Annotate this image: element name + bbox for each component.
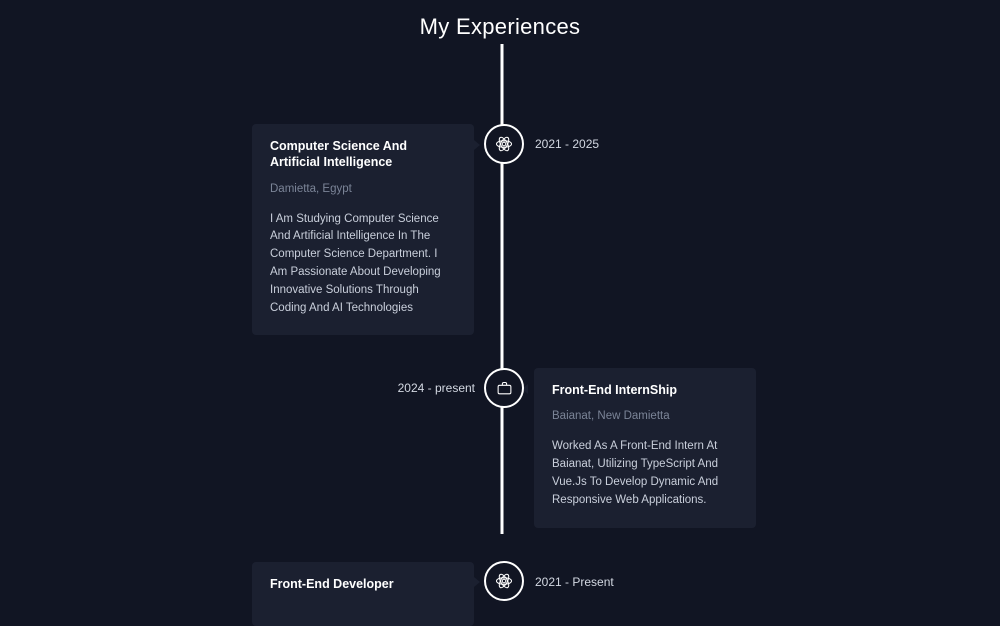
timeline-card[interactable] (252, 124, 474, 335)
page-title: My Experiences (419, 14, 581, 39)
timeline-date: 2021 - Present (535, 575, 614, 589)
timeline-card-title: Front-End InternShip (552, 383, 677, 397)
card-pointer (474, 577, 480, 587)
timeline-date: 2021 - 2025 (535, 137, 600, 151)
atom-icon (495, 572, 513, 590)
timeline-spine (501, 44, 504, 534)
timeline-card[interactable] (252, 562, 474, 626)
timeline-card-subtitle: Baianat, New Damietta (552, 410, 670, 423)
timeline-card-title: Computer Science And Artificial Intelligence (270, 139, 408, 170)
timeline-card-title: Front-End Developer (270, 577, 394, 591)
atom-icon (495, 135, 513, 153)
timeline-node[interactable] (484, 368, 524, 408)
timeline-date: 2024 - present (397, 381, 475, 395)
briefcase-icon (496, 380, 513, 397)
card-pointer (474, 140, 480, 150)
timeline-node[interactable] (484, 561, 524, 601)
timeline-card[interactable] (534, 368, 756, 528)
timeline-card-description: I Am Studying Computer Science And Artificial Intelligence In The Computer Science Department. I Am Passionate About Developing Innovative Solutions Through Coding And AI Technologies (270, 212, 441, 314)
timeline (0, 44, 1000, 591)
timeline-card-subtitle: Damietta, Egypt (270, 182, 352, 195)
timeline-node[interactable] (484, 124, 524, 164)
timeline-card-description: Worked As A Front-End Intern At Baianat, Utilizing TypeScript And Vue.Js To Develop Dynamic And Responsive Web Applications. (552, 440, 719, 506)
